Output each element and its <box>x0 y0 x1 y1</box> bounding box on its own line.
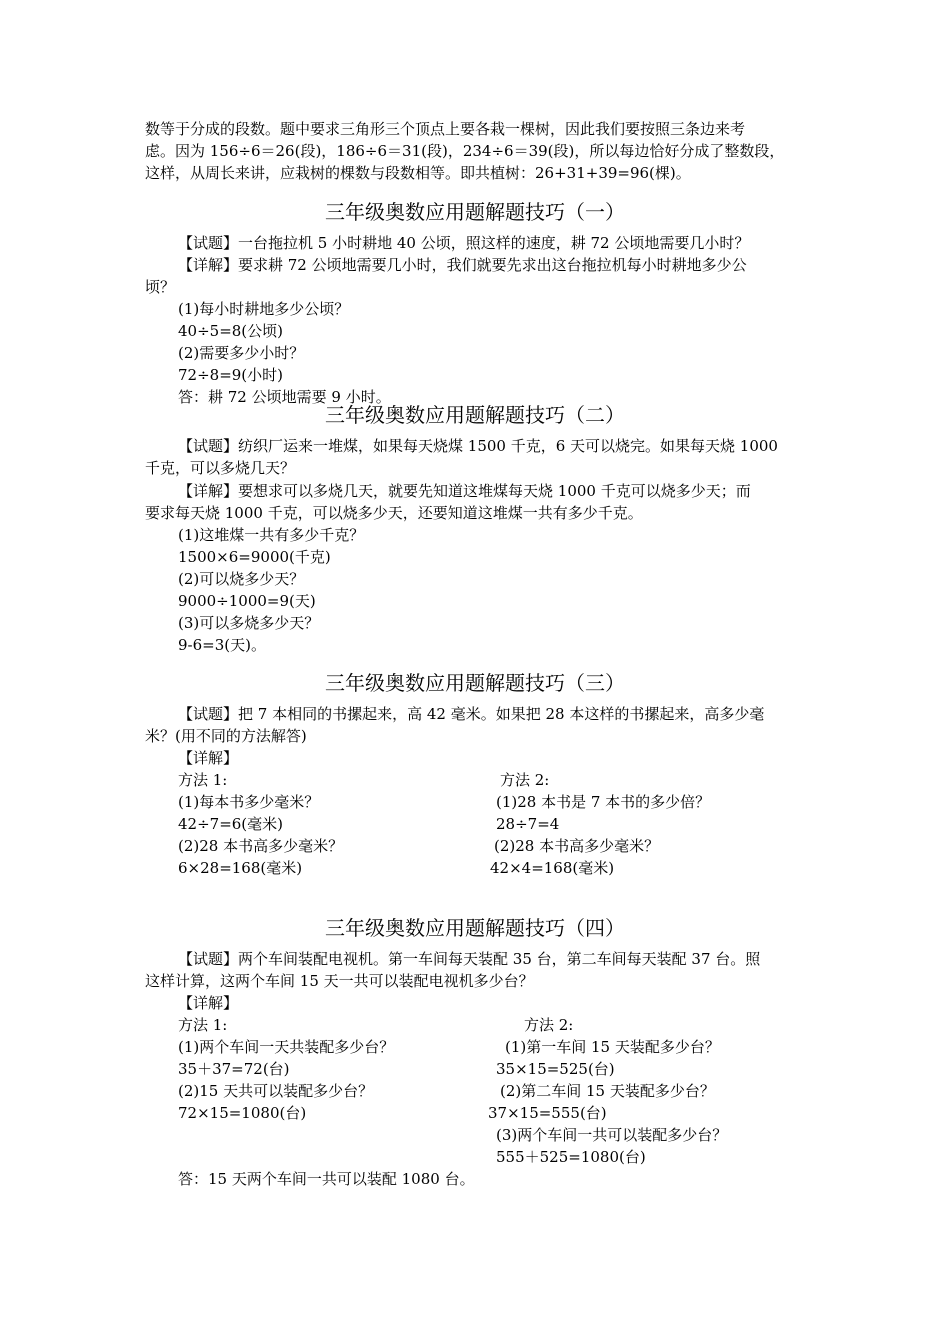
s3-m2-step-1: (1)28 本书是 7 本书的多少倍？ <box>496 793 711 811</box>
s1-calc-2: 72÷8=9(小时) <box>178 366 284 384</box>
s2-detail-line-1: 【详解】要想求可以多烧几天，就要先知道这堆煤每天烧 1000 千克可以烧多少天；而 <box>178 482 751 500</box>
s4-m1-step-1: (1)两个车间一天共装配多少台？ <box>178 1038 395 1056</box>
s1-calc-1: 40÷5=8(公顷) <box>178 322 284 340</box>
s2-question-line-2: 千克，可以多烧几天？ <box>145 459 296 477</box>
s1-step-2: (2)需要多少小时？ <box>178 344 305 362</box>
s3-method-2-title: 方法 2: <box>500 771 550 789</box>
s4-m2-calc-1: 35×15=525(台) <box>496 1060 615 1078</box>
s4-m1-calc-1: 35＋37=72(台) <box>178 1060 290 1078</box>
s3-m1-step-2: (2)28 本书高多少毫米？ <box>178 837 344 855</box>
s3-question-line-1: 【试题】把 7 本相同的书摞起来，高 42 毫米。如果把 28 本这样的书摞起来，高多少毫 <box>178 705 765 723</box>
s4-method-2-title: 方法 2: <box>524 1016 574 1034</box>
section-4-title: 三年级奥数应用题解题技巧（四） <box>325 916 625 940</box>
s2-step-1: (1)这堆煤一共有多少千克？ <box>178 526 365 544</box>
s3-detail-label: 【详解】 <box>178 749 239 767</box>
s4-detail-label: 【详解】 <box>178 994 239 1012</box>
s4-m2-step-1: (1)第一车间 15 天装配多少台？ <box>505 1038 720 1056</box>
s3-m1-calc-2: 6×28=168(毫米) <box>178 859 303 877</box>
s4-method-1-title: 方法 1: <box>178 1016 228 1034</box>
s4-question-line-2: 这样计算，这两个车间 15 天一共可以装配电视机多少台？ <box>145 972 534 990</box>
s2-detail-line-2: 要求每天烧 1000 千克，可以烧多少天，还要知道这堆煤一共有多少千克。 <box>145 504 643 522</box>
s3-m1-step-1: (1)每本书多少毫米？ <box>178 793 320 811</box>
s4-m2-step-3: (3)两个车间一共可以装配多少台？ <box>496 1126 728 1144</box>
s4-m1-calc-2: 72×15=1080(台) <box>178 1104 307 1122</box>
s4-m1-step-2: (2)15 天共可以装配多少台？ <box>178 1082 374 1100</box>
intro-line-1: 数等于分成的段数。题中要求三角形三个顶点上要各栽一棵树，因此我们要按照三条边来考 <box>145 120 746 138</box>
s3-m2-step-2: (2)28 本书高多少毫米？ <box>494 837 660 855</box>
s2-step-3: (3)可以多烧多少天？ <box>178 614 320 632</box>
s3-m2-calc-2: 42×4=168(毫米) <box>490 859 615 877</box>
s2-calc-2: 9000÷1000=9(天) <box>178 592 316 610</box>
s3-m1-calc-1: 42÷7=6(毫米) <box>178 815 284 833</box>
s3-question-line-2: 米？(用不同的方法解答) <box>145 727 307 745</box>
intro-line-3: 这样，从周长来讲，应栽树的棵数与段数相等。即共植树：26+31+39=96(棵)。 <box>145 164 691 182</box>
s2-calc-1: 1500×6=9000(千克) <box>178 548 331 566</box>
s3-method-1-title: 方法 1: <box>178 771 228 789</box>
s4-answer: 答：15 天两个车间一共可以装配 1080 台。 <box>178 1170 475 1188</box>
s4-m2-calc-2: 37×15=555(台) <box>488 1104 607 1122</box>
s1-step-1: (1)每小时耕地多少公顷？ <box>178 300 350 318</box>
s4-question-line-1: 【试题】两个车间装配电视机。第一车间每天装配 35 台，第二车间每天装配 37 台。照 <box>178 950 761 968</box>
s1-detail-line-1: 【详解】要求耕 72 公顷地需要几小时，我们就要先求出这台拖拉机每小时耕地多少公 <box>178 256 747 274</box>
s4-m2-calc-3: 555＋525=1080(台) <box>496 1148 646 1166</box>
s1-question: 【试题】一台拖拉机 5 小时耕地 40 公顷，照这样的速度，耕 72 公顷地需要几小时？ <box>178 234 750 252</box>
section-1-title: 三年级奥数应用题解题技巧（一） <box>325 200 625 224</box>
s3-m2-calc-1: 28÷7=4 <box>496 815 560 833</box>
s2-question-line-1: 【试题】纺织厂运来一堆煤，如果每天烧煤 1500 千克，6 天可以烧完。如果每天烧 1000 <box>178 437 778 455</box>
s2-step-2: (2)可以烧多少天？ <box>178 570 305 588</box>
s1-detail-line-2: 顷？ <box>145 278 176 296</box>
s4-m2-step-2: (2)第二车间 15 天装配多少台？ <box>500 1082 715 1100</box>
section-3-title: 三年级奥数应用题解题技巧（三） <box>325 671 625 695</box>
section-2-title: 三年级奥数应用题解题技巧（二） <box>325 403 625 427</box>
s2-calc-3: 9-6=3(天)。 <box>178 636 266 654</box>
intro-line-2: 虑。因为 156÷6＝26(段)，186÷6＝31(段)，234÷6＝39(段)，所以每边恰好分成了整数段， <box>145 142 785 160</box>
s1-answer: 答：耕 72 公顷地需要 9 小时。 <box>178 388 391 406</box>
